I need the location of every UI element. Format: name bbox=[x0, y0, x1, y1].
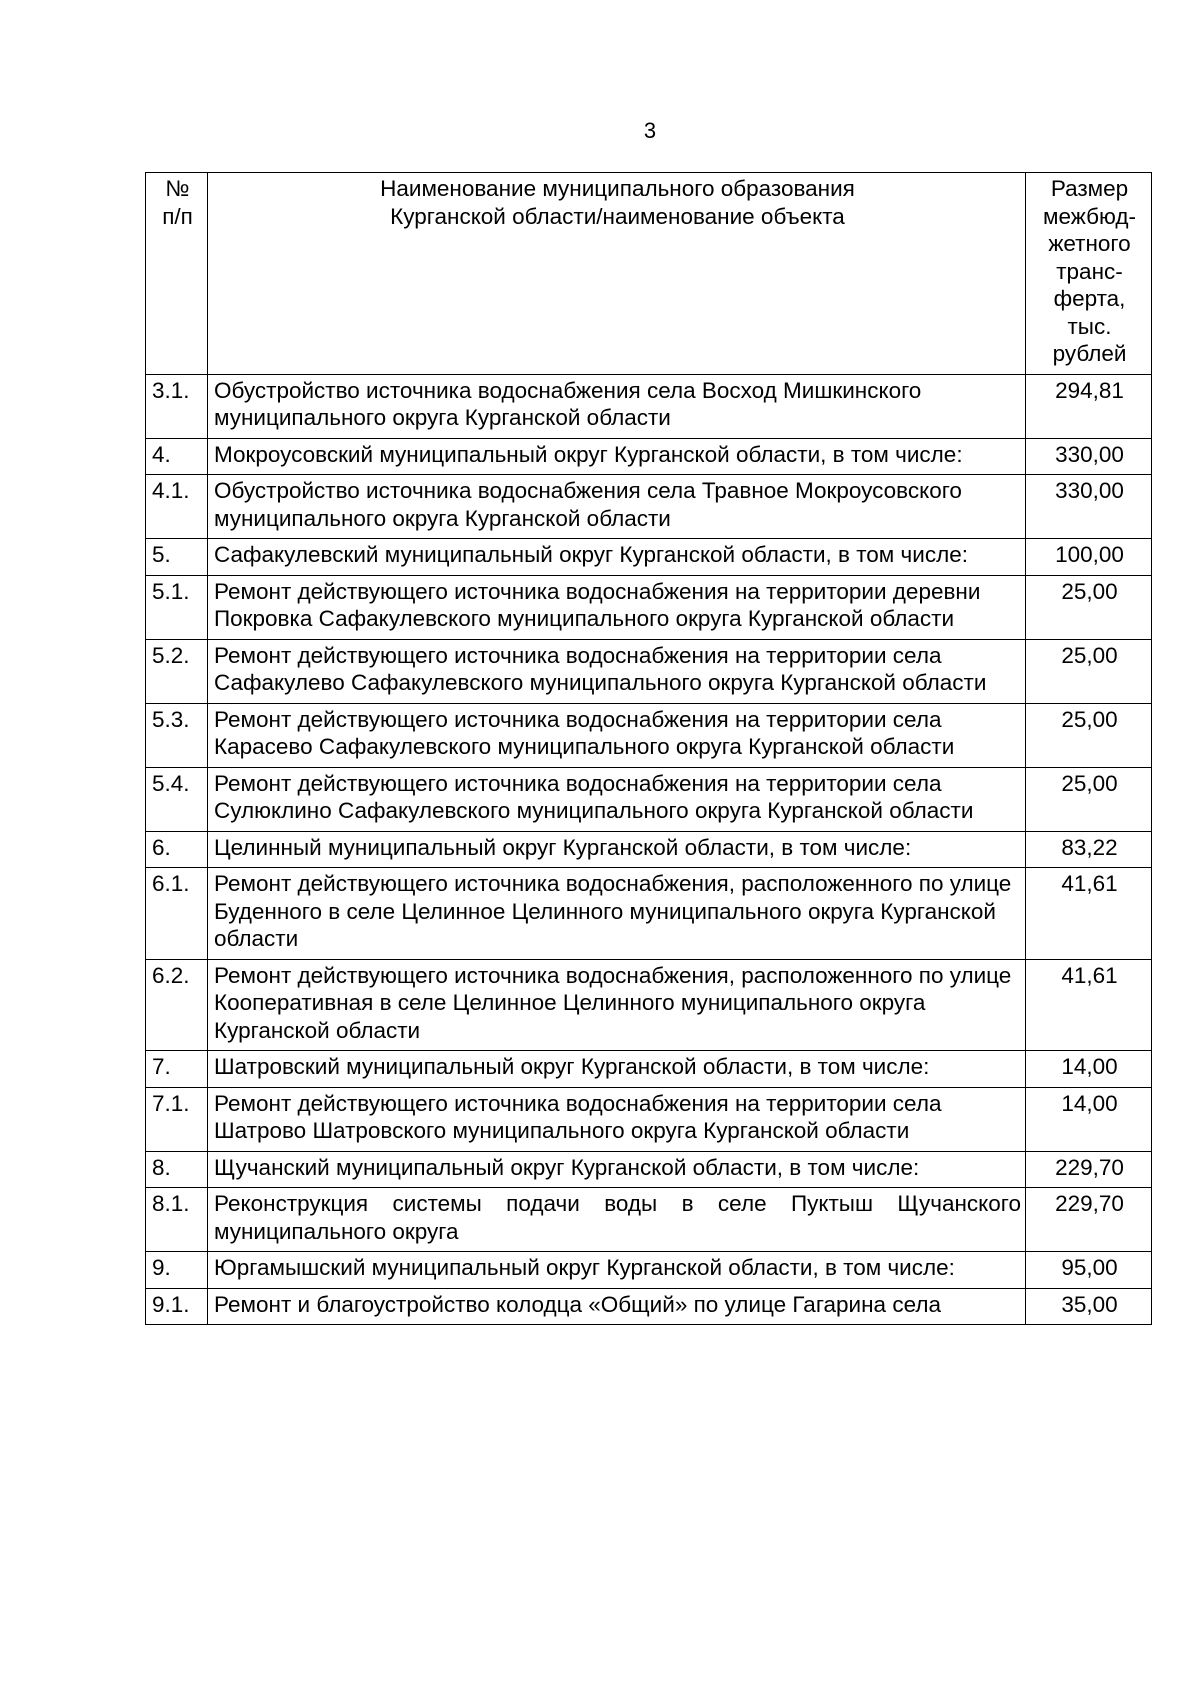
header-amount-line: ферта, bbox=[1053, 286, 1126, 311]
row-number: 5. bbox=[146, 539, 208, 576]
table-row bbox=[146, 868, 1152, 960]
table-row bbox=[146, 639, 1152, 703]
row-name: Шатровский муниципальный округ Курганской области, в том числе: bbox=[208, 1051, 1026, 1088]
row-number: 9.1. bbox=[146, 1288, 208, 1325]
table-row bbox=[146, 703, 1152, 767]
row-name: Ремонт действующего источника водоснабжения, расположенного по улице Буденного в селе Целинное Целинного муниципального округа Курганской области bbox=[208, 868, 1026, 960]
row-name: Ремонт действующего источника водоснабжения на территории деревни Покровка Сафакулевского муниципального округа Курганской области bbox=[208, 575, 1026, 639]
row-amount: 83,22 bbox=[1026, 831, 1152, 868]
row-number: 6. bbox=[146, 831, 208, 868]
header-amount-line: жетного bbox=[1048, 231, 1131, 256]
header-amount-line: Размер bbox=[1050, 176, 1129, 201]
row-name: Сафакулевский муниципальный округ Курганской области, в том числе: bbox=[208, 539, 1026, 576]
row-name: Ремонт действующего источника водоснабжения на территории села Сафакулево Сафакулевского муниципального округа Курганской области bbox=[208, 639, 1026, 703]
row-name: Обустройство источника водоснабжения села Восход Мишкинского муниципального округа Курганской области bbox=[208, 374, 1026, 438]
row-amount: 100,00 bbox=[1026, 539, 1152, 576]
header-number bbox=[146, 173, 208, 375]
row-number: 8. bbox=[146, 1151, 208, 1188]
table-row bbox=[146, 374, 1152, 438]
row-number: 5.2. bbox=[146, 639, 208, 703]
transfers-table bbox=[145, 172, 1152, 1325]
row-amount: 330,00 bbox=[1026, 475, 1152, 539]
row-number: 3.1. bbox=[146, 374, 208, 438]
row-amount: 25,00 bbox=[1026, 639, 1152, 703]
row-amount: 294,81 bbox=[1026, 374, 1152, 438]
row-number: 4.1. bbox=[146, 475, 208, 539]
header-amount-line: транс- bbox=[1056, 258, 1123, 284]
row-amount: 14,00 bbox=[1026, 1051, 1152, 1088]
table-row bbox=[146, 575, 1152, 639]
table-row bbox=[146, 959, 1152, 1051]
table-row bbox=[146, 1051, 1152, 1088]
table-body bbox=[146, 374, 1152, 1325]
row-name: Мокроусовский муниципальный округ Курганской области, в том числе: bbox=[208, 438, 1026, 475]
row-number: 5.1. bbox=[146, 575, 208, 639]
row-amount: 229,70 bbox=[1026, 1188, 1152, 1252]
table-row bbox=[146, 831, 1152, 868]
table-row bbox=[146, 438, 1152, 475]
row-number: 5.4. bbox=[146, 767, 208, 831]
table-row bbox=[146, 1252, 1152, 1289]
row-number: 8.1. bbox=[146, 1188, 208, 1252]
row-amount: 14,00 bbox=[1026, 1087, 1152, 1151]
header-amount-line: межбюд- bbox=[1043, 203, 1136, 229]
header-name-line: Наименование муниципального образования bbox=[380, 176, 855, 201]
table-row bbox=[146, 539, 1152, 576]
table-row bbox=[146, 1188, 1152, 1252]
header-row bbox=[146, 173, 1152, 375]
row-amount: 330,00 bbox=[1026, 438, 1152, 475]
row-number: 6.2. bbox=[146, 959, 208, 1051]
row-name: Ремонт действующего источника водоснабжения, расположенного по улице Кооперативная в селе Целинное Целинного муниципального округа Курганской области bbox=[208, 959, 1026, 1051]
table-row bbox=[146, 767, 1152, 831]
row-name: Обустройство источника водоснабжения села Травное Мокроусовского муниципального округа Курганской области bbox=[208, 475, 1026, 539]
header-amount-line: тыс. bbox=[1067, 313, 1112, 339]
row-number: 6.1. bbox=[146, 868, 208, 960]
table-header bbox=[146, 173, 1152, 375]
table-row bbox=[146, 1087, 1152, 1151]
row-amount: 95,00 bbox=[1026, 1252, 1152, 1289]
row-amount: 229,70 bbox=[1026, 1151, 1152, 1188]
row-name: Ремонт действующего источника водоснабжения на территории села Шатрово Шатровского муниципального округа Курганской области bbox=[208, 1087, 1026, 1151]
row-name: Ремонт и благоустройство колодца «Общий» по улице Гагарина села bbox=[208, 1288, 1026, 1325]
header-amount-line: рублей bbox=[1052, 341, 1127, 366]
header-amount bbox=[1026, 173, 1152, 375]
table-row bbox=[146, 1151, 1152, 1188]
header-name-line: Курганской области/наименование объекта bbox=[390, 203, 845, 229]
row-name: Ремонт действующего источника водоснабжения на территории села Сулюклино Сафакулевского муниципального округа Курганской области bbox=[208, 767, 1026, 831]
row-number: 9. bbox=[146, 1252, 208, 1289]
row-number: 7. bbox=[146, 1051, 208, 1088]
row-number: 4. bbox=[146, 438, 208, 475]
row-amount: 35,00 bbox=[1026, 1288, 1152, 1325]
row-amount: 25,00 bbox=[1026, 703, 1152, 767]
page-number: 3 bbox=[643, 118, 657, 143]
row-number: 7.1. bbox=[146, 1087, 208, 1151]
row-amount: 25,00 bbox=[1026, 575, 1152, 639]
header-number-line: № bbox=[165, 176, 190, 201]
header-number-line: п/п bbox=[162, 203, 193, 229]
row-name: Реконструкция системы подачи воды в селе Пуктыш Щучанского муниципального округа bbox=[208, 1188, 1026, 1252]
header-name bbox=[208, 173, 1026, 375]
row-name: Юргамышский муниципальный округ Курганской области, в том числе: bbox=[208, 1252, 1026, 1289]
row-amount: 41,61 bbox=[1026, 868, 1152, 960]
row-amount: 25,00 bbox=[1026, 767, 1152, 831]
row-amount: 41,61 bbox=[1026, 959, 1152, 1051]
row-name: Щучанский муниципальный округ Курганской области, в том числе: bbox=[208, 1151, 1026, 1188]
row-name: Целинный муниципальный округ Курганской области, в том числе: bbox=[208, 831, 1026, 868]
row-name: Ремонт действующего источника водоснабжения на территории села Карасево Сафакулевского муниципального округа Курганской области bbox=[208, 703, 1026, 767]
table-row bbox=[146, 475, 1152, 539]
table-row bbox=[146, 1288, 1152, 1325]
row-number: 5.3. bbox=[146, 703, 208, 767]
